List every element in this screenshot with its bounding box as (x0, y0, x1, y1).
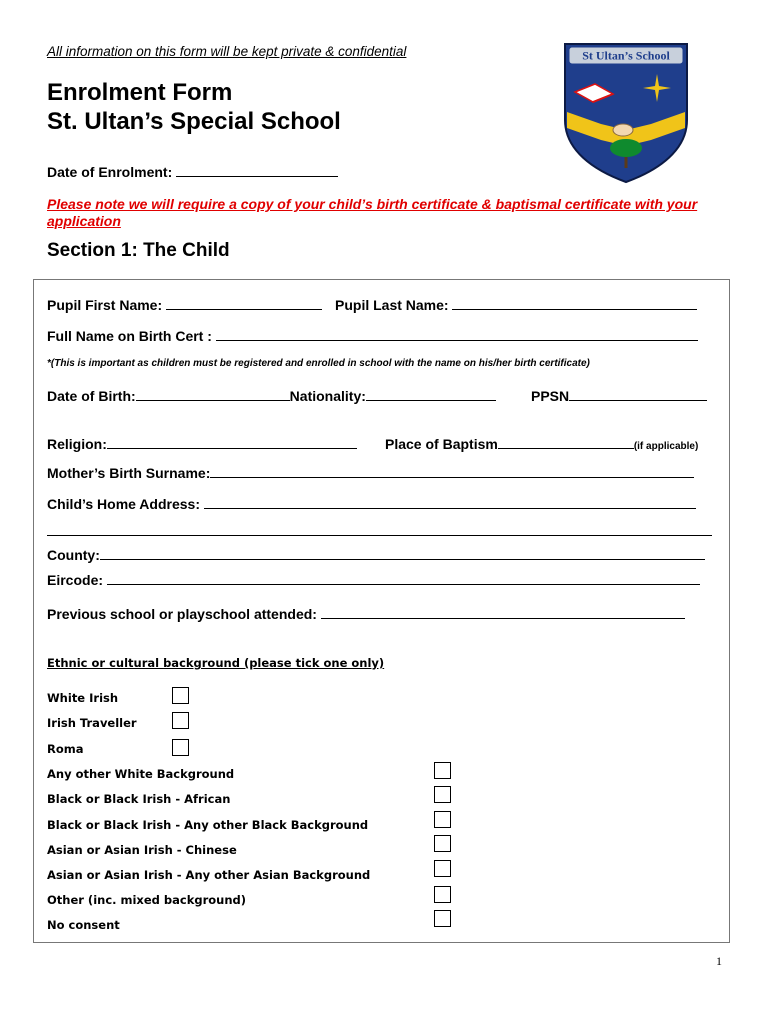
ppsn-field[interactable] (531, 387, 707, 404)
religion-field[interactable] (47, 435, 357, 452)
previous-school-label: Previous school or playschool attended: (47, 606, 317, 622)
place-of-baptism-line[interactable] (498, 435, 634, 449)
home-address-field[interactable] (47, 495, 696, 512)
title-line-2: St. Ultan’s Special School (47, 108, 341, 135)
ethnic-checkbox-other-black[interactable] (434, 811, 451, 828)
ethnic-option-label: Asian or Asian Irish - Chinese (47, 843, 237, 857)
ethnic-background-heading: Ethnic or cultural background (please tick one only) (47, 656, 385, 670)
eircode-line[interactable] (107, 571, 700, 585)
nationality-line[interactable] (366, 387, 496, 401)
ppsn-label: PPSN (531, 388, 570, 404)
home-address-label: Child’s Home Address: (47, 496, 200, 512)
place-of-baptism-field[interactable] (385, 435, 698, 452)
pupil-last-name-label: Pupil Last Name: (335, 297, 449, 313)
if-applicable-label: (if applicable) (633, 441, 699, 452)
date-of-enrolment-line[interactable] (176, 163, 338, 177)
title-line-1: Enrolment Form (47, 79, 233, 106)
home-address-line-1[interactable] (204, 495, 696, 509)
eircode-label: Eircode: (47, 572, 104, 588)
county-line[interactable] (100, 546, 705, 560)
confidential-note: All information on this form will be kept private & confidential (47, 44, 407, 59)
ethnic-option-label: Asian or Asian Irish - Any other Asian Background (47, 868, 371, 882)
ethnic-checkbox-other-white[interactable] (434, 762, 451, 779)
ethnic-checkbox-roma[interactable] (172, 739, 189, 756)
page-number: 1 (716, 954, 722, 968)
religion-label: Religion: (47, 436, 107, 452)
county-field[interactable] (47, 546, 705, 563)
pupil-last-name-line[interactable] (452, 296, 697, 310)
birth-cert-footnote: *(This is important as children must be registered and enrolled in school with the name on his/her birth certificate) (47, 358, 590, 369)
ethnic-checkbox-irish-traveller[interactable] (172, 712, 189, 729)
date-of-birth-line[interactable] (136, 387, 290, 401)
page-title (47, 78, 341, 136)
full-name-birth-cert-field[interactable] (47, 327, 698, 344)
ethnic-option-label: Any other White Background (47, 767, 235, 781)
full-name-birth-cert-line[interactable] (216, 327, 698, 341)
home-address-line-2[interactable] (47, 535, 712, 536)
section-heading: Section 1: The Child (47, 240, 230, 261)
ethnic-checkbox-other-asian[interactable] (434, 860, 451, 877)
ethnic-option-label: White Irish (47, 691, 119, 705)
ethnic-checkbox-black-african[interactable] (434, 786, 451, 803)
pupil-first-name-label: Pupil First Name: (47, 297, 163, 313)
ethnic-option-label: Other (inc. mixed background) (47, 893, 247, 907)
ethnic-option-label: No consent (47, 918, 120, 932)
crest-banner-text: St Ultan’s School (582, 48, 670, 63)
ppsn-line[interactable] (569, 387, 707, 401)
religion-line[interactable] (107, 435, 357, 449)
date-of-enrolment-field[interactable] (47, 163, 338, 180)
ethnic-option-label: Black or Black Irish - Any other Black Background (47, 818, 369, 832)
eircode-field[interactable] (47, 571, 700, 588)
pupil-first-name-field[interactable] (47, 296, 322, 313)
ethnic-option-label: Black or Black Irish - African (47, 792, 231, 806)
date-of-birth-field[interactable] (47, 387, 496, 404)
date-of-enrolment-label: Date of Enrolment: (47, 164, 173, 180)
ethnic-checkbox-white-irish[interactable] (172, 687, 189, 704)
pupil-last-name-field[interactable] (335, 296, 697, 313)
ethnic-checkbox-asian-chinese[interactable] (434, 835, 451, 852)
ethnic-checkbox-other-mixed[interactable] (434, 886, 451, 903)
birth-cert-note: Please note we will require a copy of your child’s birth certificate & baptismal certificate with your application (47, 196, 698, 229)
ethnic-option-label: Irish Traveller (47, 716, 137, 730)
previous-school-field[interactable] (47, 605, 685, 622)
school-crest-logo (561, 42, 691, 184)
ethnic-checkbox-no-consent[interactable] (434, 910, 451, 927)
county-label: County: (47, 547, 100, 563)
ethnic-option-label: Roma (47, 742, 84, 756)
place-of-baptism-label: Place of Baptism (385, 436, 498, 452)
nationality-label: Nationality: (289, 388, 366, 404)
date-of-birth-label: Date of Birth: (47, 388, 136, 404)
previous-school-line[interactable] (321, 605, 685, 619)
pupil-first-name-line[interactable] (166, 296, 322, 310)
mothers-birth-surname-field[interactable] (47, 464, 694, 481)
full-name-birth-cert-label: Full Name on Birth Cert : (47, 328, 212, 344)
mothers-birth-surname-line[interactable] (210, 464, 694, 478)
mothers-birth-surname-label: Mother’s Birth Surname: (47, 465, 211, 481)
